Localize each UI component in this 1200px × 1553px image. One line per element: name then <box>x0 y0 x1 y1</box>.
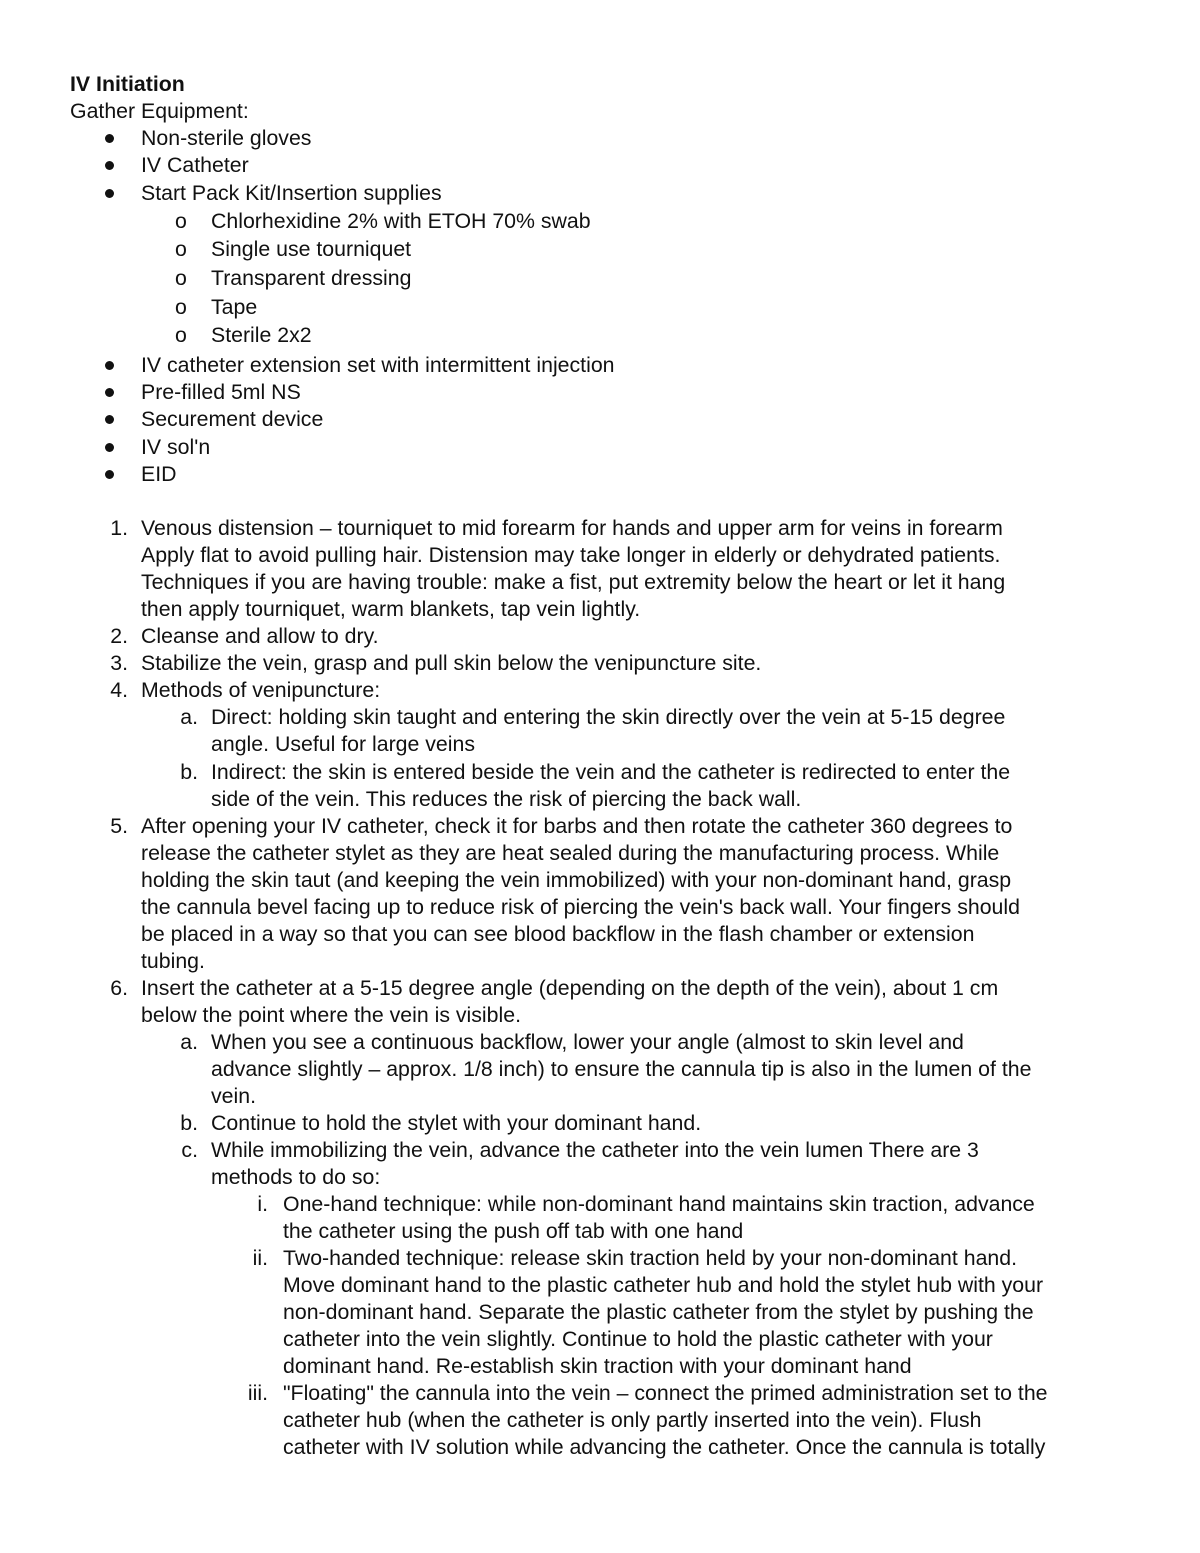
step-text: Techniques if you are having trouble: make a fist, put extremity below the heart or let it hang <box>141 570 1006 594</box>
equipment-item: IV catheter extension set with intermittent injection <box>141 353 615 377</box>
method-text: One-hand technique: while non-dominant hand maintains skin traction, advance <box>283 1192 1035 1216</box>
method-text: Two-handed technique: release skin traction held by your non-dominant hand. <box>283 1246 1018 1270</box>
step-text: Cleanse and allow to dry. <box>141 624 379 648</box>
sub-bullet-marker: o <box>175 266 187 290</box>
substep-text: While immobilizing the vein, advance the catheter into the vein lumen There are 3 <box>211 1138 979 1162</box>
equipment-item: Securement device <box>141 407 324 431</box>
start-pack-item: Tape <box>211 295 258 319</box>
sub-bullet-marker: o <box>175 295 187 319</box>
substep-text: Direct: holding skin taught and entering the skin directly over the vein at 5-15 degree <box>211 705 1006 729</box>
step-number: 3. <box>110 651 128 675</box>
step-text: Insert the catheter at a 5-15 degree angle (depending on the depth of the vein), about 1 cm <box>141 976 999 1000</box>
substep-text: angle. Useful for large veins <box>211 732 475 756</box>
method-text: catheter with IV solution while advancing the catheter. Once the cannula is totally <box>283 1435 1046 1459</box>
step-text: tubing. <box>141 949 205 973</box>
bullet-icon <box>105 443 114 452</box>
step-text: holding the skin taut (and keeping the vein immobilized) with your non-dominant hand, grasp <box>141 868 1012 892</box>
bullet-icon <box>105 361 114 370</box>
step-number: 5. <box>110 814 128 838</box>
method-text: Move dominant hand to the plastic catheter hub and hold the stylet hub with your <box>283 1273 1044 1297</box>
substep-text: Continue to hold the stylet with your dominant hand. <box>211 1111 702 1135</box>
bullet-icon <box>105 161 114 170</box>
method-text: dominant hand. Re-establish skin traction with your dominant hand <box>283 1354 912 1378</box>
bullet-icon <box>105 415 114 424</box>
bullet-icon <box>105 134 114 143</box>
substep-letter: b. <box>180 1111 198 1135</box>
equipment-item: EID <box>141 462 177 486</box>
equipment-item: Pre-filled 5ml NS <box>141 380 301 404</box>
sub-bullet-marker: o <box>175 209 187 233</box>
bullet-icon <box>105 470 114 479</box>
step-text: below the point where the vein is visible. <box>141 1003 522 1027</box>
step-text: then apply tourniquet, warm blankets, tap vein lightly. <box>141 597 641 621</box>
substep-text: Indirect: the skin is entered beside the vein and the catheter is redirected to enter the <box>211 760 1011 784</box>
substep-text: vein. <box>211 1084 256 1108</box>
section-heading: Gather Equipment: <box>70 99 249 123</box>
step-number: 4. <box>110 678 128 702</box>
step-number: 6. <box>110 976 128 1000</box>
step-text: After opening your IV catheter, check it for barbs and then rotate the catheter 360 degrees to <box>141 814 1013 838</box>
method-text: catheter into the vein slightly. Continue to hold the plastic catheter with your <box>283 1327 993 1351</box>
equipment-item: Start Pack Kit/Insertion supplies <box>141 181 442 205</box>
method-text: non-dominant hand. Separate the plastic catheter from the stylet by pushing the <box>283 1300 1034 1324</box>
substep-text: methods to do so: <box>211 1165 381 1189</box>
step-text: Venous distension – tourniquet to mid forearm for hands and upper arm for veins in forearm <box>141 516 1003 540</box>
bullet-icon <box>105 388 114 397</box>
sub-bullet-marker: o <box>175 237 187 261</box>
substep-letter: a. <box>180 1030 198 1054</box>
substep-text: When you see a continuous backflow, lower your angle (almost to skin level and <box>211 1030 964 1054</box>
step-number: 2. <box>110 624 128 648</box>
roman-numeral: iii. <box>247 1381 268 1405</box>
step-text: the cannula bevel facing up to reduce risk of piercing the vein's back wall. Your fingers should <box>141 895 1020 919</box>
start-pack-item: Sterile 2x2 <box>211 323 312 347</box>
substep-letter: c. <box>181 1138 198 1162</box>
start-pack-item: Chlorhexidine 2% with ETOH 70% swab <box>211 209 591 233</box>
roman-numeral: ii. <box>252 1246 268 1270</box>
bullet-icon <box>105 189 114 198</box>
equipment-item: IV Catheter <box>141 153 249 177</box>
start-pack-item: Single use tourniquet <box>211 237 412 261</box>
sub-bullet-marker: o <box>175 323 187 347</box>
substep-letter: a. <box>180 705 198 729</box>
step-text: Apply flat to avoid pulling hair. Distension may take longer in elderly or dehydrated patients. <box>141 543 1001 567</box>
roman-numeral: i. <box>257 1192 268 1216</box>
method-text: catheter hub (when the catheter is only partly inserted into the vein). Flush <box>283 1408 982 1432</box>
start-pack-item: Transparent dressing <box>211 266 412 290</box>
substep-text: side of the vein. This reduces the risk of piercing the back wall. <box>211 787 802 811</box>
step-text: be placed in a way so that you can see blood backflow in the flash chamber or extension <box>141 922 975 946</box>
step-text: Stabilize the vein, grasp and pull skin below the venipuncture site. <box>141 651 762 675</box>
step-number: 1. <box>110 516 128 540</box>
equipment-item: Non-sterile gloves <box>141 126 312 150</box>
substep-text: advance slightly – approx. 1/8 inch) to ensure the cannula tip is also in the lumen of the <box>211 1057 1032 1081</box>
substep-letter: b. <box>180 760 198 784</box>
step-text: Methods of venipuncture: <box>141 678 381 702</box>
method-text: "Floating" the cannula into the vein – connect the primed administration set to the <box>283 1381 1048 1405</box>
equipment-item: IV sol'n <box>141 435 211 459</box>
document-title: IV Initiation <box>70 72 185 96</box>
method-text: the catheter using the push off tab with one hand <box>283 1219 744 1243</box>
step-text: release the catheter stylet as they are heat sealed during the manufacturing process. While <box>141 841 1000 865</box>
